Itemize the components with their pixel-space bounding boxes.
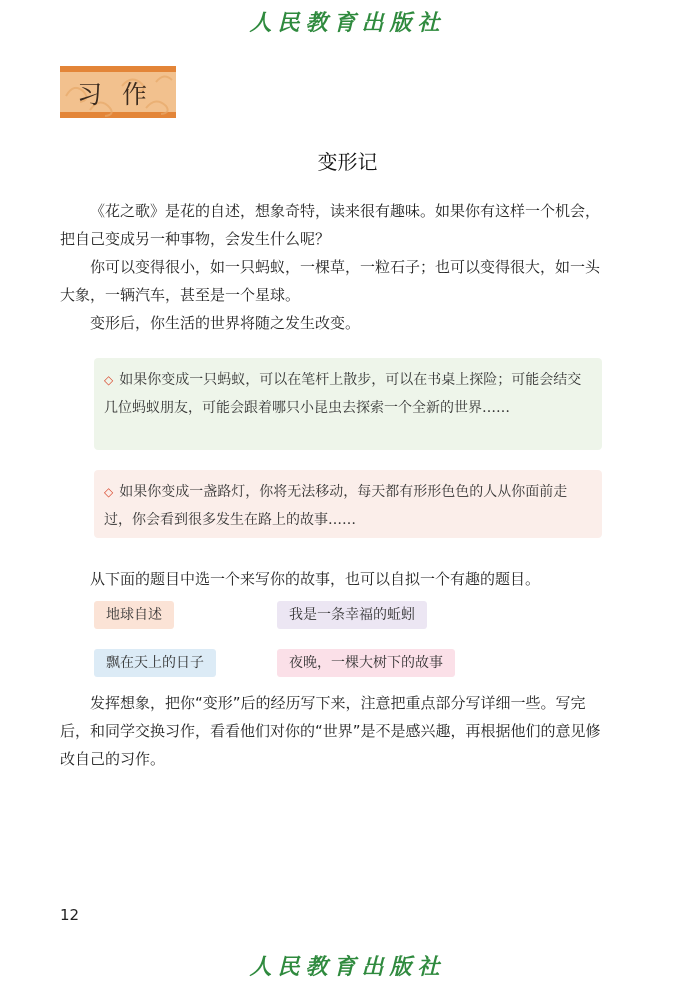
example-box-ant — [94, 358, 602, 450]
publisher-logo-bottom: 人民教育出版社 — [249, 954, 446, 980]
page-number: 12 — [60, 906, 80, 924]
section-badge — [60, 66, 176, 118]
example-text-streetlamp: 如果你变成一盏路灯，你将无法移动，每天都有形形色色的人从你面前走过，你会看到很多发生在路上的故事…… — [104, 484, 568, 528]
page-title: 变形记 — [317, 150, 378, 174]
diamond-bullet-icon: ◇ — [104, 485, 114, 499]
intro-paragraph-3: 变形后，你生活的世界将随之发生改变。 — [90, 314, 361, 332]
diamond-bullet-icon: ◇ — [104, 373, 114, 387]
topics-prompt: 从下面的题目中选一个来写你的故事，也可以自拟一个有趣的题目。 — [90, 570, 541, 588]
closing-paragraph: 发挥想象，把你“变形”后的经历写下来，注意把重点部分写详细一些。写完后，和同学交换习作，看看他们对你的“世界”是不是感兴趣，再根据他们的意见修改自己的习作。 — [60, 694, 601, 768]
intro-paragraph-2: 你可以变得很小，如一只蚂蚁，一棵草，一粒石子；也可以变得很大，如一头大象，一辆汽车，甚至是一个星球。 — [60, 258, 601, 304]
section-label: 习作 — [76, 80, 167, 109]
example-text-ant: 如果你变成一只蚂蚁，可以在笔杆上散步，可以在书桌上探险；可能会结交几位蚂蚁朋友，可能会跟着哪只小昆虫去探索一个全新的世界…… — [104, 372, 582, 416]
topic-chip-4: 夜晚，一棵大树下的故事 — [277, 649, 455, 677]
topic-chip-1: 地球自述 — [94, 601, 174, 629]
publisher-logo-top: 人民教育出版社 — [249, 10, 446, 36]
example-box-streetlamp — [94, 470, 602, 538]
topic-chip-3: 飘在天上的日子 — [94, 649, 216, 677]
topic-chip-2: 我是一条幸福的蚯蚓 — [277, 601, 427, 629]
intro-paragraph-1: 《花之歌》是花的自述，想象奇特，读来很有趣味。如果你有这样一个机会，把自己变成另一种事物，会发生什么呢？ — [60, 202, 601, 248]
